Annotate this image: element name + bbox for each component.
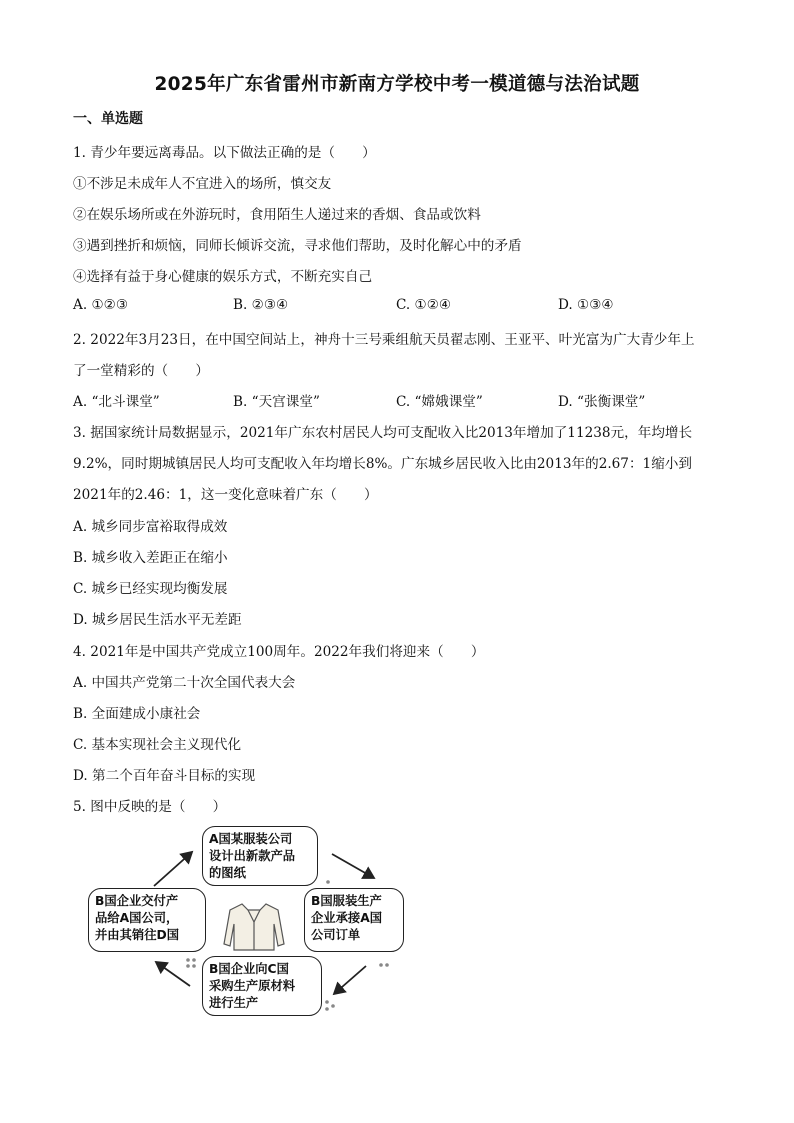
- q1-item-2: ②在娱乐场所或在外游玩时，食用陌生人递过来的香烟、食品或饮料: [73, 207, 481, 223]
- q1-option-c[interactable]: C. ①②④: [396, 297, 452, 313]
- q4-stem: 4. 2021年是中国共产党成立100周年。2022年我们将迎来（ ）: [73, 644, 485, 660]
- q2-stem-line2: 了一堂精彩的（ ）: [73, 363, 209, 379]
- q3-stem-line1: 3. 据国家统计局数据显示，2021年广东农村居民人均可支配收入比2013年增加了11238元，年均增长: [73, 425, 693, 441]
- section-heading: 一、单选题: [73, 111, 143, 127]
- q1-option-b[interactable]: B. ②③④: [233, 297, 289, 313]
- q4-option-d[interactable]: D. 第二个百年奋斗目标的实现: [73, 768, 256, 784]
- arrow-bottom-to-left: [156, 962, 190, 986]
- diagram-box-right: B国服装生产 企业承接A国 公司订单: [304, 888, 404, 952]
- arrow-right-to-bottom: [334, 966, 366, 994]
- q1-item-4: ④选择有益于身心健康的娱乐方式，不断充实自己: [73, 269, 373, 285]
- q2-option-d[interactable]: D. “张衡课堂”: [558, 394, 646, 410]
- jacket-icon: [224, 904, 284, 950]
- q1-stem: 1. 青少年要远离毒品。以下做法正确的是（ ）: [73, 145, 376, 161]
- q2-option-a[interactable]: A. “北斗课堂”: [73, 394, 160, 410]
- q3-stem-line3: 2021年的2.46：1，这一变化意味着广东（ ）: [73, 487, 378, 503]
- q1-item-3: ③遇到挫折和烦恼，同师长倾诉交流，寻求他们帮助，及时化解心中的矛盾: [73, 238, 522, 254]
- q3-option-d[interactable]: D. 城乡居民生活水平无差距: [73, 612, 242, 628]
- q3-option-a[interactable]: A. 城乡同步富裕取得成效: [73, 519, 228, 535]
- q2-stem-line1: 2. 2022年3月23日，在中国空间站上，神舟十三号乘组航天员翟志刚、王亚平、叶光富为广大青少年上: [73, 332, 695, 348]
- q3-option-b[interactable]: B. 城乡收入差距正在缩小: [73, 550, 228, 566]
- q4-option-c[interactable]: C. 基本实现社会主义现代化: [73, 737, 242, 753]
- arrow-top-to-right: [332, 854, 374, 878]
- arrow-left-to-top: [154, 852, 192, 886]
- q3-stem-line2: 9.2%，同时期城镇居民人均可支配收入年均增长8%。广东城乡居民收入比由2013年的2.67：1缩小到: [73, 456, 692, 472]
- q4-option-a[interactable]: A. 中国共产党第二十次全国代表大会: [73, 675, 296, 691]
- page-title: 2025年广东省雷州市新南方学校中考一模道德与法治试题: [154, 74, 640, 95]
- q1-item-1: ①不涉足未成年人不宜进入的场所，慎交友: [73, 176, 332, 192]
- q3-option-c[interactable]: C. 城乡已经实现均衡发展: [73, 581, 228, 597]
- q5-stem: 5. 图中反映的是（ ）: [73, 799, 227, 815]
- q4-option-b[interactable]: B. 全面建成小康社会: [73, 706, 201, 722]
- diagram-box-top: A国某服装公司 设计出新款产品 的图纸: [202, 826, 318, 886]
- diagram-box-left: B国企业交付产 品给A国公司， 并由其销往D国: [88, 888, 206, 952]
- q2-option-b[interactable]: B. “天宫课堂”: [233, 394, 320, 410]
- q1-option-a[interactable]: A. ①②③: [73, 297, 129, 313]
- diagram-box-bottom: B国企业向C国 采购生产原材料 进行生产: [202, 956, 322, 1016]
- q1-option-d[interactable]: D. ①③④: [558, 297, 614, 313]
- q2-option-c[interactable]: C. “嫦娥课堂”: [396, 394, 483, 410]
- trade-cycle-diagram: [84, 826, 414, 1016]
